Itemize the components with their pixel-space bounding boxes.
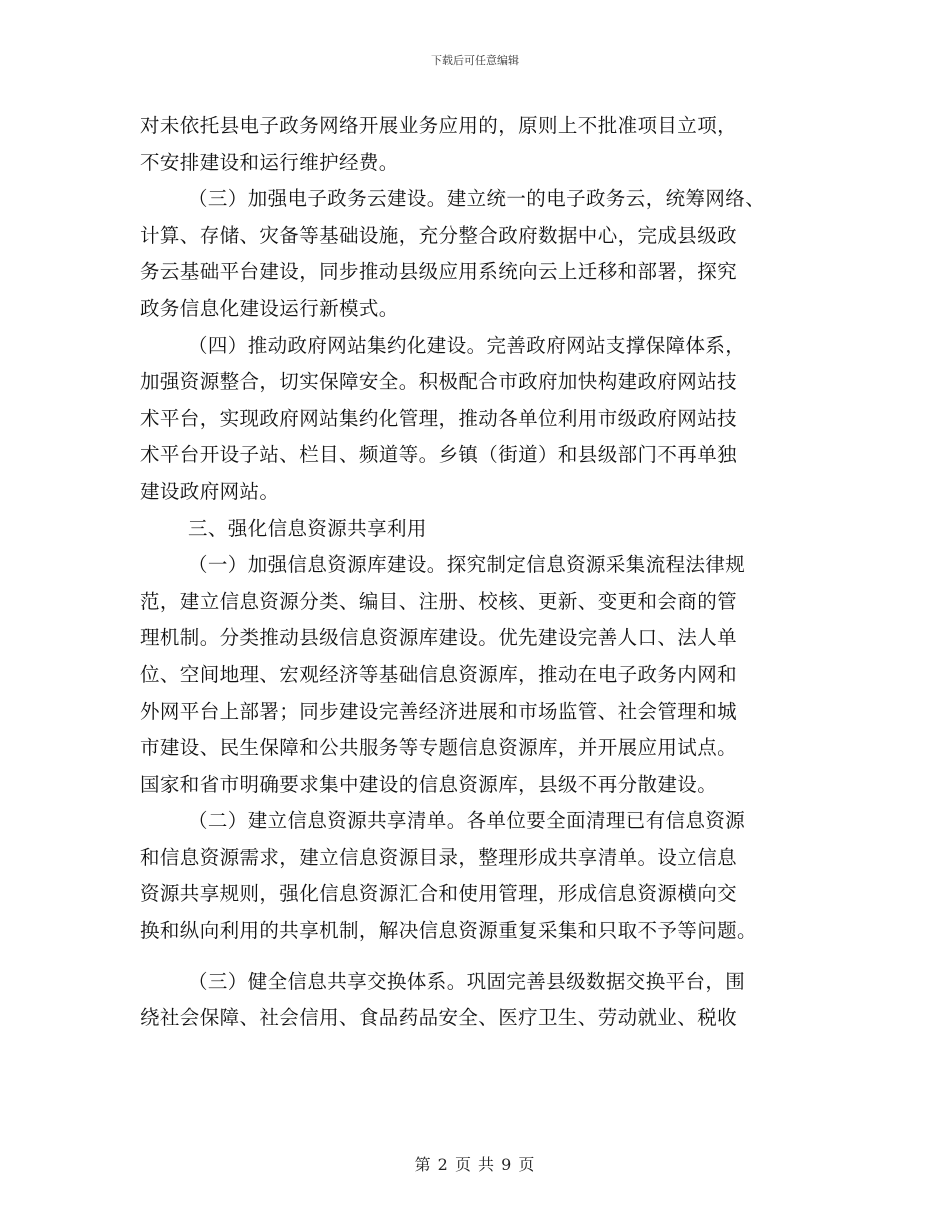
text-line: 建设政府网站。 (140, 479, 280, 503)
page-header-note: 下载后可任意编辑 (431, 54, 519, 67)
text-line: 资源共享规则，强化信息资源汇合和使用管理，形成信息资源横向交 (140, 882, 738, 906)
text-line: 和信息资源需求，建立信息资源目录，整理形成共享清单。设立信息 (140, 845, 738, 869)
paragraph-heading-3: （三）加强电子政务云建设。建立统一的电子政务云，统筹网络、 (188, 187, 766, 211)
text-line: 术平台，实现政府网站集约化管理，推动各单位利用市级政府网站技 (140, 406, 738, 430)
text-line: 计算、存储、灾备等基础设施，充分整合政府数据中心，完成县级政 (140, 223, 738, 247)
text-line: 位、空间地理、宏观经济等基础信息资源库，推动在电子政务内网和 (140, 662, 738, 686)
document-body (140, 108, 820, 1037)
text-line: 务云基础平台建设，同步推动县级应用系统向云上迁移和部署，探究 (140, 260, 738, 284)
text-line: 理机制。分类推动县级信息资源库建设。优先建设完善人口、法人单 (140, 626, 738, 650)
section-heading: 三、强化信息资源共享利用 (188, 516, 427, 540)
paragraph-heading-1: （一）加强信息资源库建设。探究制定信息资源采集流程法律规 (188, 553, 746, 577)
paragraph-heading-2: （二）建立信息资源共享清单。各单位要全面清理已有信息资源 (188, 809, 746, 833)
text-line: 范，建立信息资源分类、编目、注册、校核、更新、变更和会商的管 (140, 589, 738, 613)
text-line: 市建设、民生保障和公共服务等专题信息资源库，并开展应用试点。 (140, 736, 738, 760)
text-line: 不安排建设和运行维护经费。 (140, 150, 399, 174)
text-line: 国家和省市明确要求集中建设的信息资源库，县级不再分散建设。 (140, 772, 718, 796)
text-line: 政务信息化建设运行新模式。 (140, 296, 399, 320)
text-line: 换和纵向利用的共享机制，解决信息资源重复采集和只取不予等问题。 (140, 919, 757, 943)
text-line: 术平台开设子站、栏目、频道等。乡镇（街道）和县级部门不再单独 (140, 443, 738, 467)
page-number-footer: 第 2 页 共 9 页 (414, 1155, 536, 1174)
text-line: 对未依托县电子政务网络开展业务应用的，原则上不批准项目立项， (140, 114, 738, 137)
text-line: 绕社会保障、社会信用、食品药品安全、医疗卫生、劳动就业、税收 (140, 1006, 738, 1030)
text-line: 外网平台上部署；同步建设完善经济进展和市场监管、社会管理和城 (140, 699, 738, 723)
paragraph-heading-3b: （三）健全信息共享交换体系。巩固完善县级数据交换平台，围 (188, 969, 746, 993)
text-line: 加强资源整合，切实保障安全。积极配合市政府加快构建政府网站技 (140, 370, 738, 394)
paragraph-gap (140, 950, 820, 964)
paragraph-heading-4: （四）推动政府网站集约化建设。完善政府网站支撑保障体系， (188, 333, 746, 357)
